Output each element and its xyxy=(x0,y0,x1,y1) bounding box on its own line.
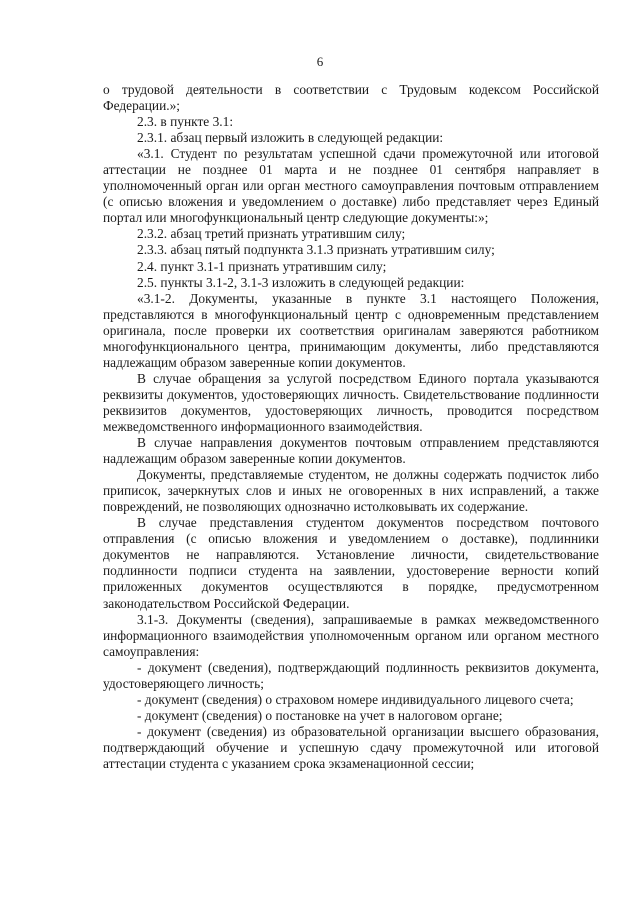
paragraph: - документ (сведения) о страховом номере индивидуального лицевого счета; xyxy=(137,691,574,707)
paragraph: 2.3.1. абзац первый изложить в следующей редакции: xyxy=(137,130,444,146)
paragraph: 2.3. в пункте 3.1: xyxy=(137,114,234,130)
paragraph: 2.3.2. абзац третий признать утратившим силу; xyxy=(137,226,406,242)
paragraph: «3.1. Студент по результатам успешной сдачи промежуточной или итоговой аттестации не позднее 01 марта и не позднее 01 сентября направляет в уполномоченный орган или орган местного самоуправления почтовым отправлением (с описью вложения и уведомлением о доставке) либо представляет через Единый портал или многофункциональный центр следующие документы:»; xyxy=(103,146,599,226)
paragraph: о трудовой деятельности в соответствии с Трудовым кодексом Российской Федерации.»; xyxy=(103,82,599,114)
paragraph: В случае представления студентом документов посредством почтового отправления (с описью вложения и уведомлением о доставке), подлинники документов не направляются. Установление личности, свидетельствование подлинности подписи студента на заявлении, удостоверение верности копий приложенных документов осуществляются в порядке, предусмотренном законодательством Российской Федерации. xyxy=(103,515,599,611)
page-number: 6 xyxy=(316,54,324,69)
paragraph: В случае направления документов почтовым отправлением представляются надлежащим образом заверенные копии документов. xyxy=(103,435,599,467)
paragraph: 3.1-3. Документы (сведения), запрашиваемые в рамках межведомственного информационного взаимодействия уполномоченным органом или органом местного самоуправления: xyxy=(103,611,599,659)
paragraph: «3.1-2. Документы, указанные в пункте 3.1 настоящего Положения, представляются в многофункциональный центр с одновременным представлением оригинала, после проверки их соответствия оригиналам заверяются работником многофункционального центра, принимающим документы, либо представляются надлежащим образом заверенные копии документов. xyxy=(103,290,599,370)
document-body xyxy=(103,82,599,772)
paragraph: 2.3.3. абзац пятый подпункта 3.1.3 признать утратившим силу; xyxy=(137,242,495,258)
paragraph: Документы, представляемые студентом, не должны содержать подчисток либо приписок, зачеркнутых слов и иных не оговоренных в них исправлений, а также повреждений, не позволяющих однозначно истолковывать их содержание. xyxy=(103,467,599,515)
paragraph: 2.5. пункты 3.1-2, 3.1-3 изложить в следующей редакции: xyxy=(137,274,465,290)
paragraph: - документ (сведения), подтверждающий подлинность реквизитов документа, удостоверяющего личность; xyxy=(103,659,599,691)
paragraph: 2.4. пункт 3.1-1 признать утратившим силу; xyxy=(137,258,387,274)
paragraph: В случае обращения за услугой посредством Единого портала указываются реквизиты документов, удостоверяющих личность. Свидетельствование подлинности реквизитов документов, удостоверяющих личность, проводится посредством межведомственного информационного взаимодействия. xyxy=(103,370,599,434)
paragraph: - документ (сведения) из образовательной организации высшего образования, подтверждающий обучение и успешную сдачу промежуточной или итоговой аттестации студента с указанием срока экзаменационной сессии; xyxy=(103,723,599,771)
paragraph: - документ (сведения) о постановке на учет в налоговом органе; xyxy=(137,707,503,723)
